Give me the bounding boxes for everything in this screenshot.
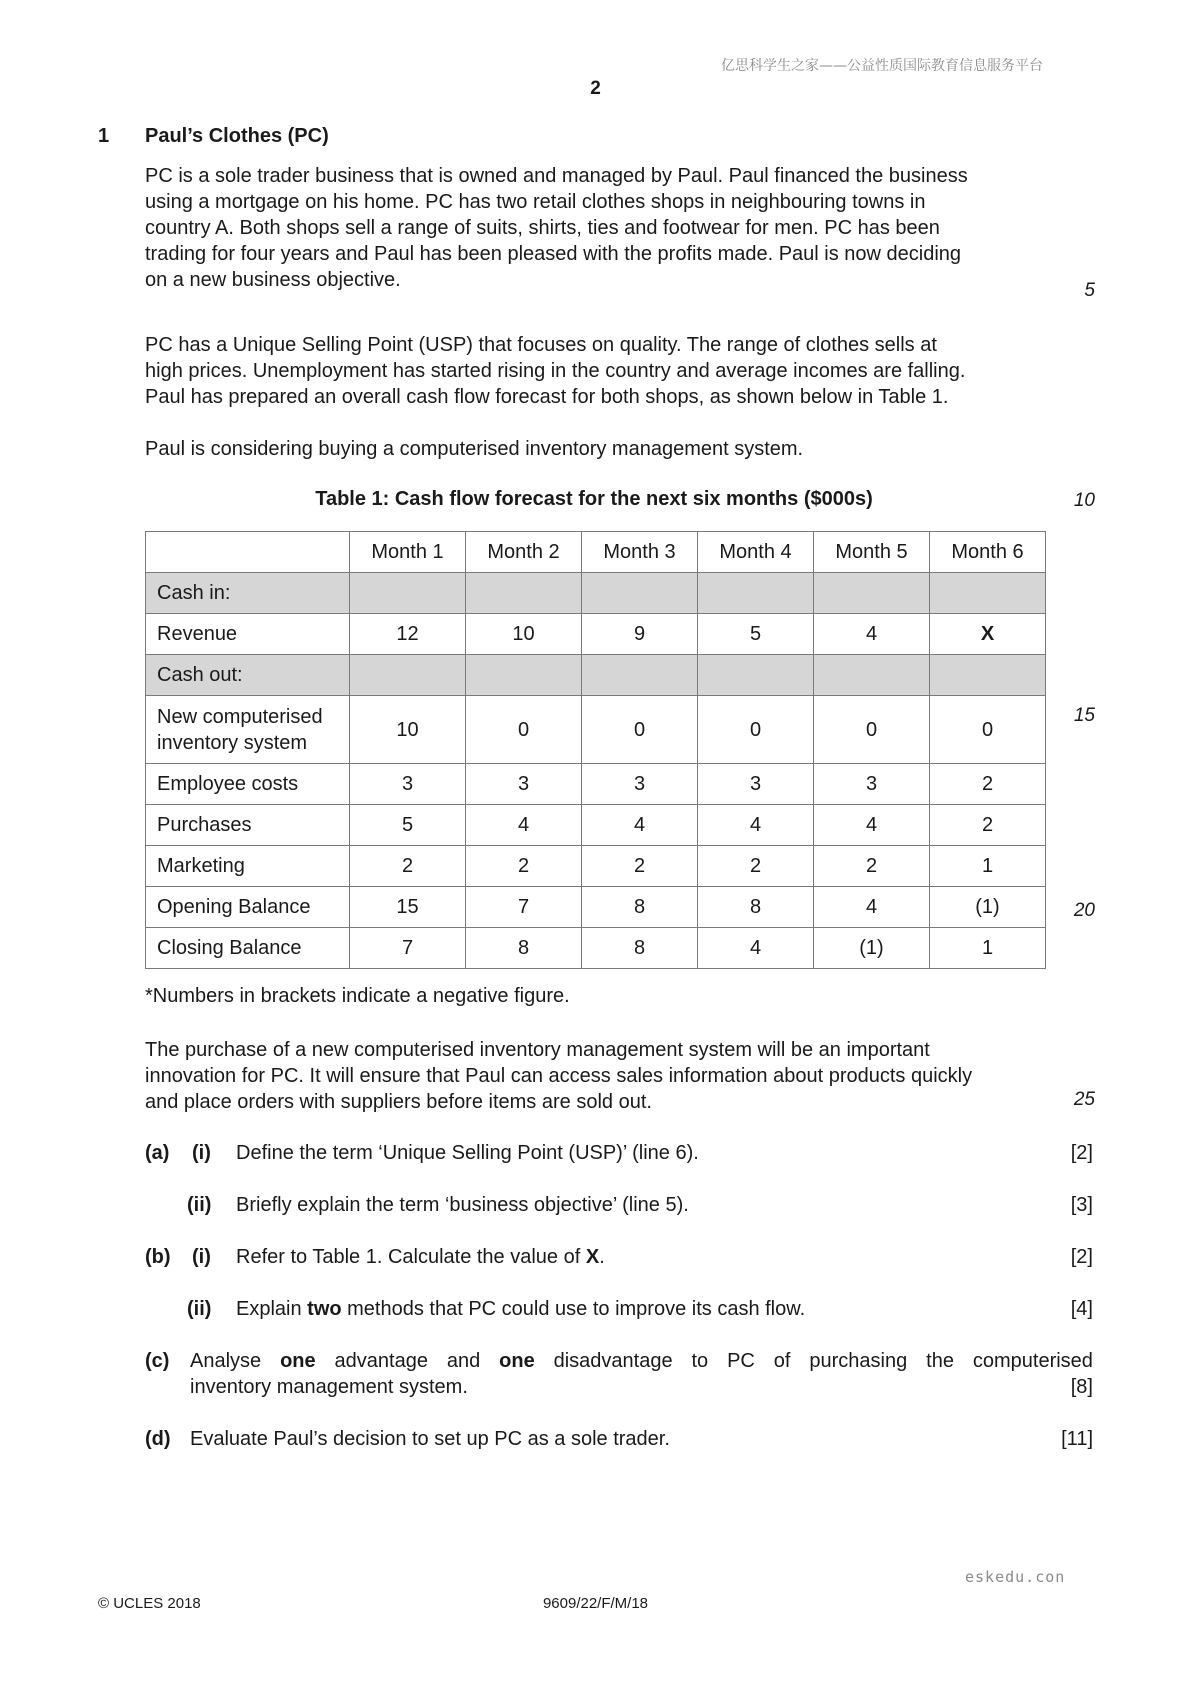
page-number: 2: [590, 78, 601, 99]
text-line: PC is a sole trader business that is owned and managed by Paul. Paul financed the business: [145, 165, 968, 187]
text-line: PC has a Unique Selling Point (USP) that focuses on quality. The range of clothes sells at: [145, 334, 937, 356]
text-run: Explain: [236, 1298, 308, 1320]
table-cell: 0: [698, 696, 814, 764]
table-cell: 3: [814, 764, 930, 805]
word: purchasing: [809, 1350, 908, 1372]
word: and: [446, 1350, 481, 1372]
line-number-25: 25: [1073, 1089, 1095, 1110]
part-a-ii-label: (ii): [187, 1194, 212, 1216]
table-cell: X: [930, 614, 1046, 655]
table-cell: [930, 655, 1046, 696]
part-a-i-marks: [2]: [1070, 1142, 1093, 1164]
word: disadvantage: [553, 1350, 673, 1372]
text-line: The purchase of a new computerised inventory management system will be an important: [145, 1039, 930, 1061]
table-cell: [350, 573, 466, 614]
table-cell: 12: [350, 614, 466, 655]
cash-out-row: [146, 655, 1046, 696]
table-title: Table 1: Cash flow forecast for the next six months ($000s): [315, 488, 873, 510]
line-number-10: 10: [1073, 490, 1095, 511]
table-cell: [698, 573, 814, 614]
row-label: Employee costs: [146, 764, 350, 805]
part-d-marks: [11]: [1061, 1428, 1093, 1450]
text-line: Paul has prepared an overall cash flow forecast for both shops, as shown below in Table 1.: [145, 386, 949, 408]
paragraph-2: [145, 332, 1043, 410]
table-cell: [582, 655, 698, 696]
table-cell: 1: [930, 846, 1046, 887]
part-b-ii-label: (ii): [187, 1298, 212, 1320]
question-title: Paul’s Clothes (PC): [145, 125, 329, 147]
text-run-bold: X: [585, 1246, 600, 1268]
part-b-label: (b): [145, 1246, 171, 1268]
table-cell: 0: [930, 696, 1046, 764]
table-cell: 10: [350, 696, 466, 764]
table-cell: 0: [814, 696, 930, 764]
text-line: on a new business objective.: [145, 269, 401, 291]
table-cell: 4: [814, 805, 930, 846]
table-cell: 5: [350, 805, 466, 846]
table-cell: 4: [698, 805, 814, 846]
table-cell: [146, 532, 350, 573]
table-cell: [814, 573, 930, 614]
inventory-row: [146, 696, 1046, 764]
part-c-line-2: inventory management system.: [190, 1376, 468, 1398]
table-cell: 10: [466, 614, 582, 655]
word: advantage: [334, 1350, 428, 1372]
text-line: trading for four years and Paul has been pleased with the profits made. Paul is now deciding: [145, 243, 962, 265]
word: to: [691, 1350, 709, 1372]
table-cell: 3: [582, 764, 698, 805]
part-a-i-label: (i): [192, 1142, 211, 1164]
part-c-marks: [8]: [1070, 1376, 1093, 1398]
part-b-i-text: [236, 1246, 605, 1269]
table-cell: 2: [350, 846, 466, 887]
part-a-i-text: Define the term ‘Unique Selling Point (USP)’ (line 6).: [236, 1142, 699, 1164]
table-cell: 2: [930, 764, 1046, 805]
table-cell: 2: [930, 805, 1046, 846]
table-cell: 3: [466, 764, 582, 805]
part-c-label: (c): [145, 1350, 170, 1372]
row-label-line: New computerised: [157, 705, 323, 728]
table-cell: 2: [582, 846, 698, 887]
table-cell: [930, 573, 1046, 614]
table-header: Month 5: [814, 532, 930, 573]
table-cell: (1): [930, 887, 1046, 928]
word: computerised: [972, 1350, 1093, 1372]
table-cell: 2: [466, 846, 582, 887]
table-cell: 2: [814, 846, 930, 887]
table-cell: 0: [466, 696, 582, 764]
table-cell: 4: [814, 614, 930, 655]
row-label: Closing Balance: [146, 928, 350, 969]
word-bold: one: [499, 1350, 535, 1372]
text-run: Refer to Table 1. Calculate the value of: [236, 1246, 586, 1268]
part-a-ii-text: Briefly explain the term ‘business objective’ (line 5).: [236, 1194, 689, 1216]
word: Analyse: [190, 1350, 262, 1372]
header-watermark: 亿思科学生之家——公益性质国际教育信息服务平台: [721, 58, 1043, 74]
row-label: Cash out:: [146, 655, 350, 696]
word-bold: one: [280, 1350, 316, 1372]
table-cell: [814, 655, 930, 696]
table-cell: 4: [582, 805, 698, 846]
cash-in-row: [146, 573, 1046, 614]
word: the: [926, 1350, 954, 1372]
table-cell: 8: [698, 887, 814, 928]
text-run-bold: two: [307, 1298, 342, 1320]
cash-flow-table: [145, 531, 1046, 969]
word: of: [773, 1350, 791, 1372]
part-b-ii-marks: [4]: [1070, 1298, 1093, 1320]
table-cell: [466, 573, 582, 614]
part-d-text: Evaluate Paul’s decision to set up PC as a sole trader.: [190, 1428, 670, 1450]
table-header: Month 1: [350, 532, 466, 573]
part-a-label: (a): [145, 1142, 170, 1164]
table-cell: [582, 573, 698, 614]
footer-copyright: © UCLES 2018: [98, 1595, 201, 1612]
part-b-ii-text: [236, 1298, 805, 1321]
text-line: and place orders with suppliers before items are sold out.: [145, 1091, 652, 1113]
table-header: Month 2: [466, 532, 582, 573]
paragraph-3: Paul is considering buying a computerised inventory management system.: [145, 438, 804, 460]
opening-balance-row: [146, 887, 1046, 928]
table-cell: 2: [698, 846, 814, 887]
table-cell: (1): [814, 928, 930, 969]
text-line: high prices. Unemployment has started rising in the country and average incomes are falling.: [145, 360, 966, 382]
table-note: *Numbers in brackets indicate a negative figure.: [145, 985, 570, 1007]
purchases-row: [146, 805, 1046, 846]
paragraph-4: [145, 1037, 1043, 1115]
paragraph-1: [145, 163, 1043, 293]
table-cell: 4: [698, 928, 814, 969]
part-a-ii-marks: [3]: [1070, 1194, 1093, 1216]
table-cell: 1: [930, 928, 1046, 969]
table-header-row: [146, 532, 1046, 573]
table-cell: 9: [582, 614, 698, 655]
part-b-i-marks: [2]: [1070, 1246, 1093, 1268]
table-cell: [698, 655, 814, 696]
revenue-row: [146, 614, 1046, 655]
part-b-i-label: (i): [192, 1246, 211, 1268]
row-label: Opening Balance: [146, 887, 350, 928]
word: PC: [727, 1350, 755, 1372]
row-label: Purchases: [146, 805, 350, 846]
table-cell: 7: [350, 928, 466, 969]
part-d-label: (d): [145, 1428, 171, 1450]
text-line: using a mortgage on his home. PC has two retail clothes shops in neighbouring towns in: [145, 191, 926, 213]
table-cell: 7: [466, 887, 582, 928]
row-label: [146, 696, 350, 764]
table-cell: 8: [582, 887, 698, 928]
line-number-15: 15: [1073, 705, 1095, 726]
text-run: .: [599, 1246, 605, 1268]
table-cell: [350, 655, 466, 696]
line-number-20: 20: [1073, 900, 1095, 921]
marketing-row: [146, 846, 1046, 887]
text-run: methods that PC could use to improve its cash flow.: [341, 1298, 806, 1320]
closing-balance-row: [146, 928, 1046, 969]
table-header: Month 4: [698, 532, 814, 573]
table-cell: 3: [698, 764, 814, 805]
footer-site-watermark: eskedu.con: [965, 1568, 1066, 1586]
line-number-5: 5: [1084, 280, 1095, 301]
table-cell: 3: [350, 764, 466, 805]
table-cell: 5: [698, 614, 814, 655]
footer-code: 9609/22/F/M/18: [542, 1595, 649, 1612]
table-cell: 4: [814, 887, 930, 928]
question-number: 1: [98, 125, 110, 147]
row-label-line: inventory system: [157, 731, 308, 754]
table-header: Month 6: [930, 532, 1046, 573]
text-line: innovation for PC. It will ensure that Paul can access sales information about products quickly: [145, 1065, 973, 1087]
table-cell: 15: [350, 887, 466, 928]
table-header: Month 3: [582, 532, 698, 573]
table-cell: 4: [466, 805, 582, 846]
text-line: country A. Both shops sell a range of suits, shirts, ties and footwear for men. PC has been: [145, 217, 940, 239]
row-label: Cash in:: [146, 573, 350, 614]
part-c-line-1: [190, 1350, 1093, 1373]
table-cell: [466, 655, 582, 696]
row-label: Marketing: [146, 846, 350, 887]
table-cell: 8: [466, 928, 582, 969]
employee-costs-row: [146, 764, 1046, 805]
table-cell: 0: [582, 696, 698, 764]
row-label: Revenue: [146, 614, 350, 655]
table-cell: 8: [582, 928, 698, 969]
